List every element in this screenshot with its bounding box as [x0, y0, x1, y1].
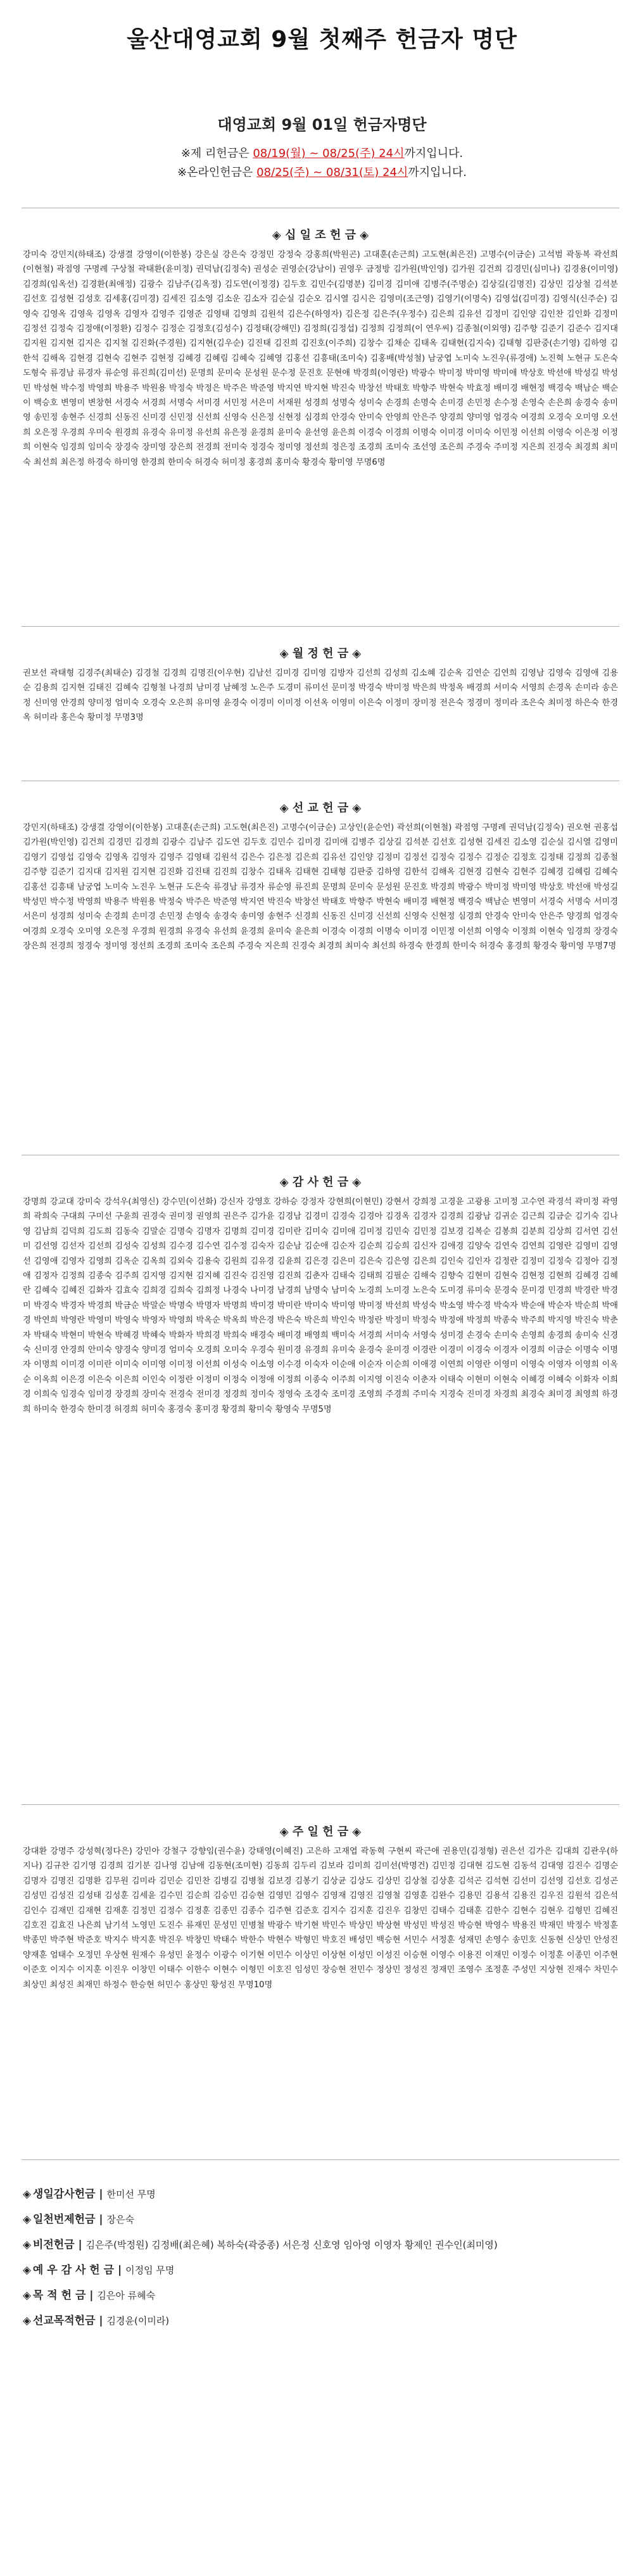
bullet-icon: ◈ — [23, 2315, 32, 2327]
section-sunday — [22, 1805, 619, 2160]
bullet-icon: ◈ — [23, 2289, 32, 2302]
section-monthly — [22, 627, 619, 781]
summary-names: 이정임 무명 — [125, 2265, 175, 2276]
summary-row-thousand: ◈ 일천번제헌금 | 장은숙 — [23, 2207, 644, 2232]
section-names: 강민지(하태조) 강생결 강영이(이한봉) 고대훈(손근희) 고도현(최은진) 고명수(이금순) 고상인(윤순언) 곽선희(이현철) 곽점영 구명례 권덕남(김정숙) 권오현 권홍섭 김가원(박인영) 김건희 김경민 김경희 김광수 김남주 김도연 김두호 김민수 김미경 김미애 김병주 김상길 김석분 김선호 김성현 김세진 김소영 김순실 김시열 김영미 김영기 김영섭 김영숙 김영옥 김영자 김영주 김영태 김원석 김은수 김은정 김은희 김유선 김인양 김정미 김정선 김정숙 김정수 김정순 김정호 김정태 김정희 김종철 김주향 김준기 김지대 김지원 김지현 김진화 김진태 김진희 김창수 김태옥 김태현 김태형 김판중 김하영 김한석 김해옥 김현경 김현숙 김현주 김혜경 김혜림 김혜숙 김홍선 김흥태 남궁엽 노미숙 노진우 노현규 도은숙 류경남 류경자 류순영 류진희 문명희 문미숙 문성원 문진호 박경희 박광수 박미정 박미영 박상호 박선애 박성길 박성민 박수정 박영희 박용주 박원용 박정숙 박주은 박준영 박지연 박진숙 박창선 박태호 박향주 박현숙 배미경 배현정 백경숙 백남순 변영미 서경숙 서명숙 서미경 서은미 성경희 성미숙 손경희 손미경 손민정 손영숙 송경숙 송미영 송현주 신경희 신동진 신미경 신선희 신영숙 신현정 심경희 안경숙 안미숙 안은주 양경희 엄경숙 여경희 오경숙 오미영 오은정 우경희 원경희 유경숙 유선희 윤경희 윤미숙 윤은희 이경숙 이경희 이명숙 이미경 이민정 이선희 이영숙 이정희 이현숙 임경희 장경숙 장은희 전경희 정경숙 정미영 정선희 조경희 조미숙 조은희 주경숙 지은희 진경숙 최경희 최미숙 최선희 하경숙 한경희 한미숙 허경숙 홍경희 황경숙 황미영 무명7명 — [23, 823, 618, 952]
period-prefix: ※제 리헌금은 — [180, 147, 253, 160]
summary-names: 한미선 무명 — [106, 2189, 156, 2200]
period-suffix: 까지입니다. — [404, 147, 464, 160]
bullet-icon: ◈ — [23, 2239, 32, 2251]
summary-names: 장은숙 — [106, 2214, 134, 2225]
summary-row-vision: ◈ 비전헌금 | 김은주(박정원) 김정배(최은혜) 복하숙(곽중종) 서은정 신호영 임아영 이영자 황제인 권수인(최미영) — [23, 2232, 644, 2258]
section-names: 강미숙 강민지(하태조) 강생결 강영이(이한봉) 강은실 강은숙 강정민 강정숙 강홍희(박원곤) 고대훈(손근희) 고도현(최은진) 고명수(이금순) 고석범 곽동복 곽선희(이현철) 곽점영 구명례 구상철 곽태환(윤미정) 권덕남(김정숙) 권성순 권영순(강남이) 권영우 금정방 김가원(박인영) 김가원 김건희 김경민(심미나) 김경용(이미영) 김경희(임옥선) 김경환(최애정) 김광수 김남주(김옥정) 김도연(이정경) 김두호 김민수(김명분) 김미경 김미애 김병주(주명순) 김상길(김명진) 김상민 김상철 김석분 김선호 김성현 김성호 김세홍(김미경) 김세진 김소영 김소운 김소자 김순실 김순오 김시열 김시은 김영미(조근영) 김영기(이명숙) 김영섭(김미경) 김영식(신주순) 김영숙 김영옥 김영욱 김영옥 김영자 김영주 김영준 김영태 김영희 김원석 김은수(하영자) 김은정 김은주(우정수) 김은희 김유선 김정미 김인양 김인찬 김인화 김정미 김정선 김정숙 김정애(이정환) 김정수 김정순 김정호(김성수) 김정태(강해민) 김정희(김정섭) 김정희 김정희(이 연우씨) 김종철(이외영) 김주향 김준기 김준수 김지대 김지원 김지현 김지은 김지철 김진화(주경원) 김지현(김우순) 김진태 김진희 김진호(이주희) 김창수 김채순 김태옥 김태현(김지숙) 김태형 김판중(손기영) 김하영 김한석 김해옥 김현경 김현숙 김현주 김현정 김혜경 김혜림 김혜숙 김혜영 김홍선 김흥태(조미숙) 김홍배(박성철) 남궁엽 노미숙 노진우(류경애) 노진혁 노현규 도은숙 도형숙 류경남 류경자 류순영 류진희(김미선) 문명희 문미숙 문성원 문수정 문진호 문현애 박경희(이영란) 박광수 박미정 박미영 박미애 박상호 박선애 박성길 박성민 박성현 박수정 박영희 박용주 박원용 박정숙 박정은 박주은 박준영 박지연 박지현 박진숙 박창선 박태호 박향주 박현숙 박효정 배미경 배현정 백경숙 백남순 백순이 백승호 변영미 변창현 서경숙 서경희 서명숙 서미경 서민정 서은미 서재원 성경희 성명숙 성미숙 손경희 손명숙 손미경 손민정 손수정 손영숙 손은희 송경숙 송미영 송민정 송현주 신경희 신동진 신미경 신민정 신선희 신영숙 신은정 신현정 심경희 안경숙 안미숙 안영희 안은주 양경희 양미영 엄경숙 여경희 오경숙 오미영 오선희 오은정 우경희 우미숙 원경희 유경숙 유미정 유선희 유은정 윤경희 윤미숙 윤선영 윤은희 이경숙 이경희 이명숙 이미경 이미숙 이민정 이선희 이영숙 이은정 이정희 이현숙 임경희 임미숙 장경숙 장미영 장은희 전경희 전미숙 정경숙 정미영 정선희 정은정 조경희 조미숙 조선영 조은희 주경숙 주미정 지은희 진경숙 최경희 최미숙 최선희 최은정 하경숙 하미영 한경희 한미숙 허경숙 허미정 홍경희 홍미숙 황경숙 황미영 무명6명 — [23, 250, 618, 467]
section-names: 강대환 강명주 강성혁(정다은) 강민아 강철구 강향임(권수윤) 강태영(이혜진) 고은하 고재엽 곽동혁 구현씨 곽근애 권용민(김정형) 권은선 김가은 김대희 김관우(하지나) 김규찬 김기영 김경희 김기분 김나영 김남애 김동현(조미현) 김동희 김두리 김보라 김미희 김미선(박명건) 김민정 김대현 김도현 김동석 김대영 김진수 김명순 김명자 김명진 김명환 김무원 김미라 김민순 김민찬 김병길 김병철 김보경 김봉기 김상균 김상도 김상민 김상철 김상훈 김석곤 김석현 김선미 김선영 김선호 김성곤 김성민 김성진 김성태 김성훈 김세윤 김수민 김순희 김승민 김승현 김영민 김영수 김영재 김영진 김영철 김영훈 김완수 김용민 김용석 김용진 김우진 김원석 김은석 김인수 김재민 김재현 김재훈 김정민 김정수 김정훈 김종민 김종수 김주현 김준호 김지수 김지훈 김진우 김창민 김태수 김태훈 김한수 김현수 김현우 김형민 김혜진 김호진 김효진 나은희 남기석 노영민 도진수 류재민 문성민 민병철 박광수 박기현 박민수 박상민 박상현 박성민 박성진 박승현 박영수 박용진 박재민 박정수 박정훈 박종민 박주현 박준호 박지수 박지훈 박진우 박창민 박태수 박한수 박현수 박형민 박호진 배성민 백승현 서민수 서정훈 성재민 손영수 송민호 신동현 신상민 안성진 양재훈 엄태수 오정민 우상현 원재수 유성민 윤정수 이광수 이기현 이민수 이상민 이상현 이성민 이성진 이승현 이영수 이용진 이재민 이정수 이정훈 이종민 이주현 이준호 이지수 이지훈 이진우 이창민 이태수 이한수 이현수 이형민 이호진 임성민 장승현 전민수 정상민 정성진 정재민 조영수 조정훈 주성민 지상현 진재수 차민수 최상민 최성진 최재민 하정수 한승현 허민수 홍상민 황성진 무명10명 — [23, 1847, 618, 1990]
period-suffix: 까지입니다. — [408, 166, 467, 179]
summary-names: 김경윤(이미라) — [106, 2315, 170, 2327]
bullet-icon: ◈ — [23, 2264, 32, 2277]
summary-label: 예 우 감 사 헌 금 — [32, 2264, 115, 2277]
page-title: 울산대영교회 9월 첫째주 헌금자 명단 — [127, 27, 517, 53]
period-notes — [0, 144, 644, 182]
summary-row-birthday: ◈ 생일감사헌금 | 한미선 무명 — [23, 2182, 644, 2207]
bullet-icon: ◈ — [23, 2188, 32, 2201]
page-subtitle: 대영교회 9월 01일 헌금자명단 — [217, 116, 427, 134]
period-note-online — [0, 163, 644, 182]
summary-names: 김은아 류혜숙 — [97, 2290, 156, 2301]
summary-label: 일천번제헌금 — [32, 2213, 96, 2226]
summary-label: 비전헌금 — [32, 2239, 75, 2251]
summary-row-courtesy: ◈ 예 우 감 사 헌 금 | 이정임 무명 — [23, 2258, 644, 2283]
summary-list — [23, 2182, 644, 2334]
section-title: ◈ 감 사 헌 금 ◈ — [279, 1176, 362, 1189]
summary-label: 생일감사헌금 — [32, 2188, 96, 2201]
summary-names: 김은주(박정원) 김정배(최은혜) 복하숙(곽중종) 서은정 신호영 임아영 이영자 황제인 권수인(최미영) — [85, 2239, 498, 2251]
section-names: 강명희 강교대 강미숙 강석우(최영신) 강수민(이선화) 강신자 강영호 강하승 강정자 강현희(이현민) 강현서 강희정 고경윤 고광용 고미정 고수연 곽경석 곽미정 곽영희 곽희숙 구대희 구미선 구윤희 권경숙 권미정 권영희 권은주 김가윤 김경남 김경미 김경숙 김경아 김경옥 김경자 김경희 김광남 김귀순 김근희 김금순 김기숙 김나영 김남희 김덕희 김도희 김동숙 김말순 김명숙 김명자 김명희 김미경 김미란 김미숙 김미애 김미정 김민숙 김민정 김보경 김복순 김봉희 김분희 김상희 김서연 김선미 김선영 김선자 김선희 김성숙 김성희 김수경 김수연 김수정 김숙자 김순남 김순애 김순자 김순희 김승희 김신자 김애경 김양숙 김연숙 김연희 김영란 김영미 김영선 김영애 김영자 김영희 김옥순 김옥희 김외숙 김용숙 김원희 김유경 김윤희 김은경 김은미 김은숙 김은영 김은희 김인숙 김인자 김정란 김정미 김정숙 김정아 김정애 김정자 김정희 김종숙 김주희 김지영 김지현 김지혜 김진숙 김진영 김진희 김춘자 김태숙 김태희 김필순 김해숙 김향숙 김현미 김현숙 김현정 김현희 김혜경 김혜란 김혜숙 김혜진 김화자 김효숙 김희경 김희숙 김희정 나경숙 나미경 남경희 남명숙 남미숙 노경희 노미경 노은숙 도미경 류미숙 문경숙 문미경 민경희 박경란 박경미 박경숙 박경자 박경희 박금순 박말순 박명숙 박명자 박명희 박미경 박미란 박미숙 박미영 박미정 박선희 박성숙 박소영 박수경 박숙자 박순애 박순자 박순희 박애경 박연희 박영란 박영미 박영숙 박영자 박영희 박옥순 박옥희 박은경 박은숙 박은희 박인숙 박정란 박정미 박정숙 박정애 박정희 박종숙 박주희 박지영 박진숙 박춘자 박태숙 박현미 박현숙 박혜경 박혜숙 박화자 박희경 박희숙 배경숙 배미경 배영희 백미숙 서경희 서미숙 서영숙 성미경 손경숙 손미숙 손영희 송경희 송미숙 신경숙 신미경 안경희 안미숙 양경숙 양미경 엄미숙 오경희 오미숙 우경숙 원미경 유경희 유미숙 윤경숙 윤미경 이경란 이경미 이경숙 이경자 이경희 이금순 이명숙 이명자 이명희 이미경 이미란 이미숙 이미영 이미정 이선희 이성숙 이소영 이수경 이숙자 이순애 이순자 이순희 이애경 이연희 이영란 이영미 이영숙 이영자 이영희 이옥순 이옥희 이은경 이은숙 이은희 이인숙 이정란 이정미 이정숙 이정애 이정희 이종숙 이주희 이지영 이진숙 이춘자 이태숙 이현미 이현숙 이혜경 이혜숙 이화자 이희경 이희숙 임경숙 임미경 장경희 장미숙 전경숙 전미경 정경희 정미숙 정영숙 조경숙 조미경 조영희 주경희 주미숙 지경숙 진미경 차경희 최경숙 최미경 최영희 하경희 하미숙 한경숙 한미경 허경희 허미숙 홍경숙 홍미경 황경희 황미숙 황영숙 무명5명 — [23, 1197, 618, 1414]
bullet-icon: ◈ — [23, 2213, 32, 2226]
period-prefix: ※온라인헌금은 — [177, 166, 257, 179]
summary-row-purpose: ◈ 목 적 헌 금 | 김은아 류혜숙 — [23, 2283, 644, 2308]
section-title: ◈ 주 일 헌 금 ◈ — [279, 1825, 362, 1838]
summary-label: 목 적 헌 금 — [32, 2289, 86, 2302]
section-thanksgiving — [22, 1155, 619, 1805]
period-note-offering — [0, 144, 644, 163]
section-mission — [22, 781, 619, 1155]
summary-row-mission-purpose: ◈ 선교목적헌금 | 김경윤(이미라) — [23, 2308, 644, 2334]
section-tithe — [22, 208, 619, 627]
period-date: 08/19(월) ~ 08/25(주) 24시 — [253, 147, 405, 160]
period-date: 08/25(주) ~ 08/31(토) 24시 — [256, 166, 408, 179]
summary-label: 선교목적헌금 — [32, 2315, 96, 2327]
section-names: 권보선 곽태형 김경주(최태순) 김경철 김경희 김명진(이우현) 김남선 김미경 김미영 김방자 김선희 김성희 김소혜 김순옥 김연순 김연희 김영남 김영숙 김영애 김용순 김용희 김지현 김태진 김혜숙 김형철 나경희 남미경 남혜정 노은주 도경미 류미선 문미정 박경숙 박미정 박은희 박정옥 배경희 서미숙 서영희 손경옥 손미라 송은정 신미영 안경희 양미정 엄미숙 오경숙 오은희 유미영 윤경숙 이경미 이미정 이선옥 이영미 이은숙 이정미 장미정 전은숙 정경미 정미라 조은숙 최미정 하은숙 한경옥 허미라 홍은숙 황미정 무명3명 — [23, 669, 618, 723]
section-title: ◈ 월 정 헌 금 ◈ — [279, 647, 362, 660]
section-title: ◈ 선 교 헌 금 ◈ — [279, 801, 362, 815]
section-title: ◈ 십 일 조 헌 금 ◈ — [272, 229, 369, 242]
